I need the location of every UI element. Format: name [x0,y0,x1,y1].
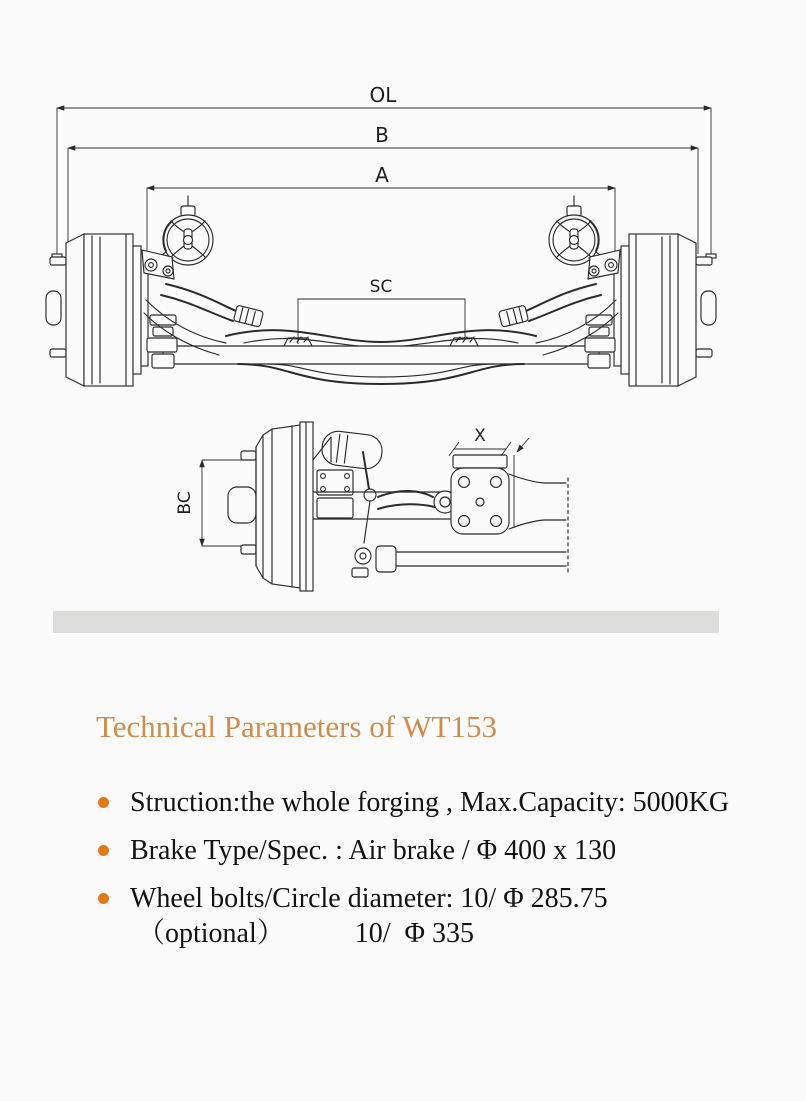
dim-label-sc: SC [369,277,393,297]
parameter-text: Wheel bolts/Circle diameter: 10/ Φ 285.75 [130,883,608,915]
axle-tube [509,474,568,574]
leader-arrow [514,438,529,528]
parameter-text: Brake Type/Spec. : Air brake / Φ 400 x 130 [130,835,617,867]
side-view-drawing [175,422,568,591]
brake-drum-left [46,234,148,386]
list-item [98,834,738,867]
tie-rod [352,546,566,577]
parameter-text-continued: （optional） 10/ Φ 335 [137,918,475,950]
dim-label-b: B [375,123,389,147]
dimension-spring-center [298,277,465,344]
divider-bar [53,611,719,633]
list-item [98,882,738,915]
page-title: Technical Parameters of WT153 [96,709,497,744]
list-item [98,786,738,819]
dim-label-a: A [375,163,389,187]
bullet-icon [98,893,109,904]
brake-drum-right [614,234,716,386]
dimension-b [68,123,698,254]
bullet-icon [98,797,109,808]
front-view-drawing [46,83,716,386]
parameter-text: Struction:the whole forging , Max.Capacity: 5000KG [130,787,730,818]
bullet-icon [98,845,109,856]
brake-drum-side [228,422,313,591]
dim-label-x: X [474,426,486,446]
brake-chamber-side [313,429,384,543]
parameter-list [98,786,738,950]
dim-label-ol: OL [369,83,397,107]
dimension-x [449,426,511,456]
axle-beam [163,330,599,384]
steering-arm-side [378,491,456,513]
spring-seat [451,455,509,534]
dim-label-bc: BC [175,491,195,515]
